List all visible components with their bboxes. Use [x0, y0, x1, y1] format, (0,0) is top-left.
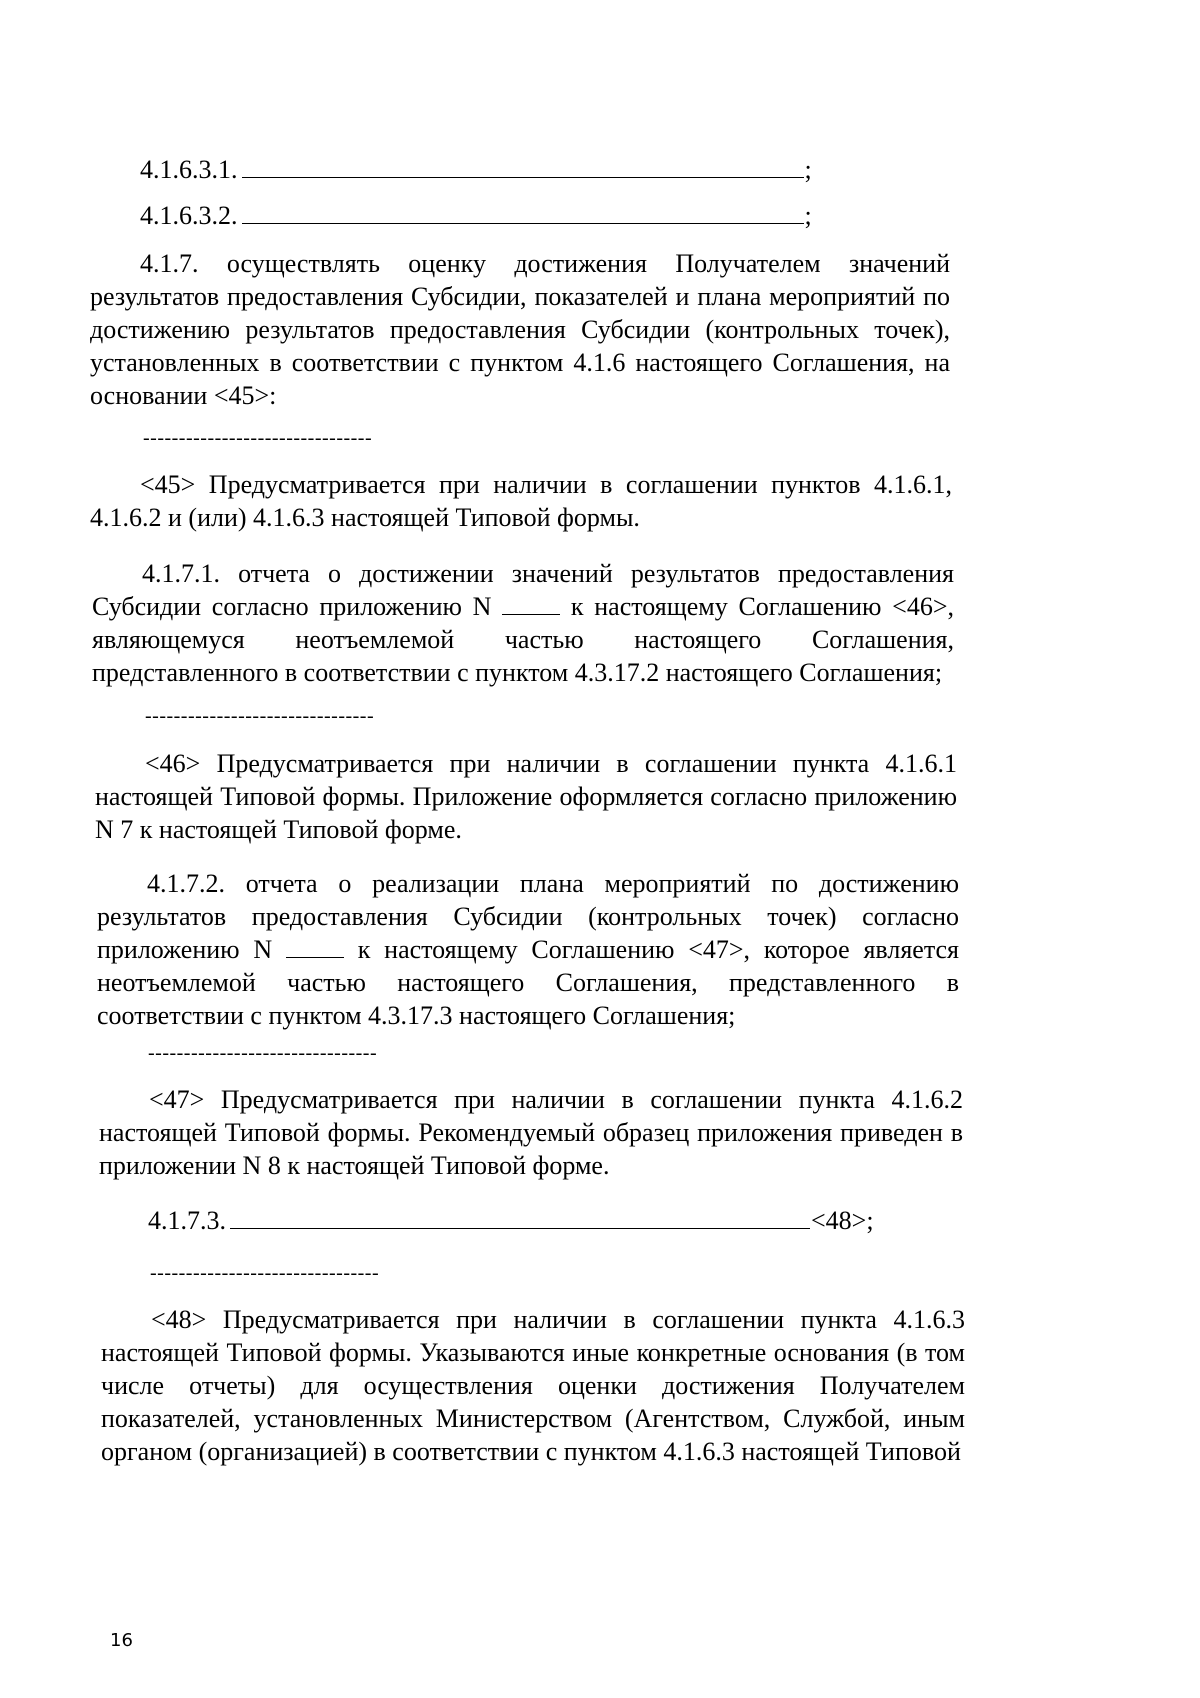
- footnote-separator: --------------------------------: [143, 427, 373, 449]
- paragraph-text: 4.1.7.2. отчета о реализации плана мероприятий по достижению результатов предоставления Субсидии (контрольных точек) согласно приложению N: [97, 869, 959, 964]
- paragraph-4-1-7-2: [97, 867, 959, 1032]
- paragraph-4-1-7-1: [92, 557, 954, 689]
- footnote-separator: --------------------------------: [150, 1262, 380, 1284]
- footnote-separator: --------------------------------: [145, 705, 375, 727]
- paragraph-text: к настоящему Соглашению <46>, являющемуся неотъемлемой частью настоящего Соглашения, представленного в соответствии с пунктом 4.3.17.2 настоящего Соглашения;: [92, 592, 955, 687]
- item-4-1-7-3: [148, 1204, 874, 1237]
- footnote-45: <45> Предусматривается при наличии в соглашении пунктов 4.1.6.1, 4.1.6.2 и (или) 4.1.6.3 настоящей Типовой формы.: [90, 470, 952, 532]
- appendix-number-blank: [286, 935, 344, 958]
- footnote-47: <47> Предусматривается при наличии в соглашении пункта 4.1.6.2 настоящей Типовой формы. Рекомендуемый образец приложения приведен в приложении N 8 к настоящей Типовой форме.: [99, 1085, 963, 1180]
- fill-in-blank: [242, 153, 804, 178]
- item-end: ;: [804, 155, 812, 184]
- appendix-number-blank: [502, 592, 560, 615]
- item-end: <48>;: [811, 1206, 874, 1235]
- paragraph-text: 4.1.7.1. отчета о достижении значений результатов предоставления Субсидии согласно приложению N: [92, 559, 954, 621]
- paragraph-text: к настоящему Соглашению <47>, которое является неотъемлемой частью настоящего Соглашения, представленного в соответствии с пунктом 4.3.17.3 настоящего Соглашения;: [97, 935, 960, 1030]
- footnote-46: <46> Предусматривается при наличии в соглашении пункта 4.1.6.1 настоящей Типовой формы. Приложение оформляется согласно приложению N 7 к настоящей Типовой форме.: [95, 749, 957, 844]
- fill-in-blank: [242, 199, 804, 224]
- item-number: 4.1.7.3.: [148, 1206, 226, 1235]
- footnote-separator: --------------------------------: [148, 1042, 378, 1064]
- fill-in-blank: [230, 1204, 810, 1229]
- item-4-1-6-3-1: [140, 153, 812, 186]
- item-4-1-6-3-2: [140, 199, 812, 232]
- footnote-48: <48> Предусматривается при наличии в соглашении пункта 4.1.6.3 настоящей Типовой формы. Указываются иные конкретные основания (в том числе отчеты) для осуществления оценки достижения Получателем показателей, установленных Министерством (Агентством, Службой, иным органом (организацией) в соответствии с пунктом 4.1.6.3 настоящей Типовой: [101, 1305, 965, 1466]
- item-number: 4.1.6.3.2.: [140, 201, 238, 230]
- item-end: ;: [804, 201, 812, 230]
- paragraph-4-1-7: 4.1.7. осуществлять оценку достижения Получателем значений результатов предоставления Субсидии, показателей и плана мероприятий по достижению результатов предоставления Субсидии (контрольных точек), установленных в соответствии с пунктом 4.1.6 настоящего Соглашения, на основании <45>:: [90, 249, 950, 410]
- page-number: 16: [110, 1630, 133, 1651]
- item-number: 4.1.6.3.1.: [140, 155, 238, 184]
